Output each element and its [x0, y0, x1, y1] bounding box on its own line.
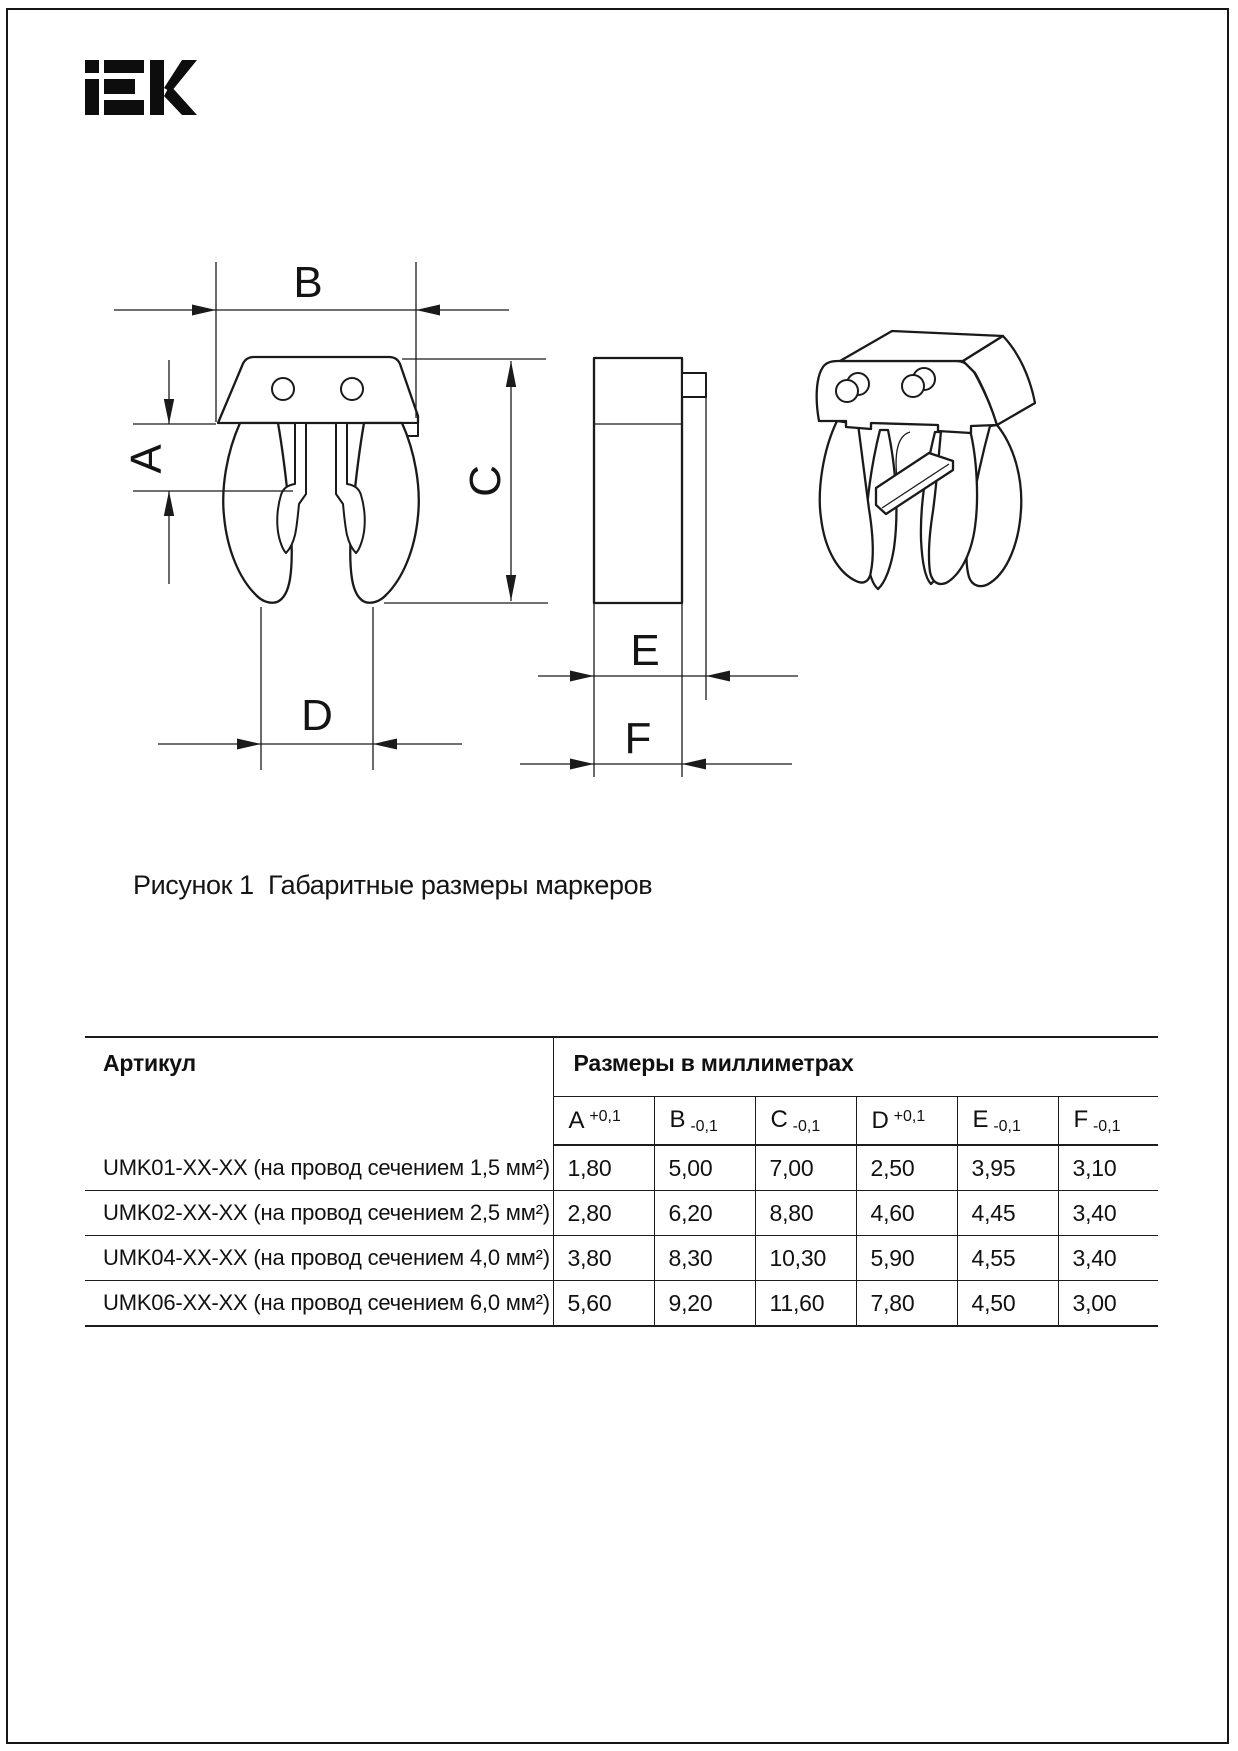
article-cell: UMK02-XX-XX (на провод сечением 2,5 мм²)	[85, 1191, 553, 1236]
value-cell: 2,80	[553, 1191, 654, 1236]
dim-label-a: A	[122, 444, 171, 474]
value-cell: 5,00	[654, 1145, 755, 1191]
column-header-dim-f	[1058, 1097, 1158, 1146]
column-header-dim-e	[957, 1097, 1058, 1146]
value-cell: 9,20	[654, 1281, 755, 1327]
dim-letter: D	[871, 1106, 889, 1134]
column-header-dim-a	[553, 1097, 654, 1146]
value-cell: 4,45	[957, 1191, 1058, 1236]
article-cell: UMK04-XX-XX (на провод сечением 4,0 мм²)	[85, 1236, 553, 1281]
dim-letter: A	[568, 1106, 585, 1134]
dim-label-f: F	[624, 714, 652, 763]
figure-caption: Рисунок 1 Габаритные размеры маркеров	[133, 870, 653, 900]
dim-letter: F	[1073, 1105, 1088, 1133]
value-cell: 4,55	[957, 1236, 1058, 1281]
table-row	[85, 1281, 1158, 1327]
dim-label-b: B	[293, 258, 323, 307]
column-header-dim-d	[856, 1097, 957, 1146]
value-cell: 4,50	[957, 1281, 1058, 1327]
article-cell: UMK01-XX-XX (на провод сечением 1,5 мм²)	[85, 1145, 553, 1191]
dim-letter: B	[669, 1105, 686, 1133]
table-row	[85, 1236, 1158, 1281]
value-cell: 4,60	[856, 1191, 957, 1236]
dim-tolerance: +0,1	[893, 1107, 926, 1125]
value-cell: 5,60	[553, 1281, 654, 1327]
value-cell: 7,80	[856, 1281, 957, 1327]
table-header-row-1	[85, 1037, 1158, 1097]
dim-tolerance: -0,1	[690, 1117, 718, 1135]
value-cell: 7,00	[755, 1145, 856, 1191]
dim-D	[158, 607, 462, 770]
dim-E	[538, 626, 798, 682]
dim-label-e: E	[630, 626, 660, 675]
iso-view	[817, 331, 1035, 589]
dim-letter: C	[770, 1105, 788, 1133]
value-cell: 8,30	[654, 1236, 755, 1281]
value-cell: 3,80	[553, 1236, 654, 1281]
value-cell: 3,95	[957, 1145, 1058, 1191]
column-group-header-dimensions: Размеры в миллиметрах	[553, 1037, 1158, 1097]
value-cell: 10,30	[755, 1236, 856, 1281]
table-row	[85, 1191, 1158, 1236]
value-cell: 3,00	[1058, 1281, 1158, 1327]
dim-tolerance: -0,1	[792, 1117, 821, 1135]
column-header-article: Артикул	[103, 1050, 196, 1076]
article-cell: UMK06-XX-XX (на провод сечением 6,0 мм²)	[85, 1281, 553, 1327]
value-cell: 5,90	[856, 1236, 957, 1281]
column-header-dim-b	[654, 1097, 755, 1146]
value-cell: 2,50	[856, 1145, 957, 1191]
dim-letter: E	[972, 1105, 989, 1133]
value-cell: 8,80	[755, 1191, 856, 1236]
value-cell: 1,80	[553, 1145, 654, 1191]
table-row	[85, 1145, 1158, 1191]
dimension-drawing	[0, 0, 1238, 840]
value-cell: 11,60	[755, 1281, 856, 1327]
dim-label-d: D	[301, 691, 333, 740]
front-view	[218, 357, 419, 603]
column-header-dim-c	[755, 1097, 856, 1146]
dimensions-table	[85, 1036, 1158, 1327]
dim-label-c: C	[461, 465, 510, 497]
dim-tolerance: +0,1	[589, 1107, 621, 1125]
dim-tolerance: -0,1	[1092, 1117, 1121, 1135]
value-cell: 3,10	[1058, 1145, 1158, 1191]
value-cell: 3,40	[1058, 1236, 1158, 1281]
value-cell: 6,20	[654, 1191, 755, 1236]
value-cell: 3,40	[1058, 1191, 1158, 1236]
dim-tolerance: -0,1	[993, 1117, 1021, 1135]
dim-F	[520, 714, 792, 770]
